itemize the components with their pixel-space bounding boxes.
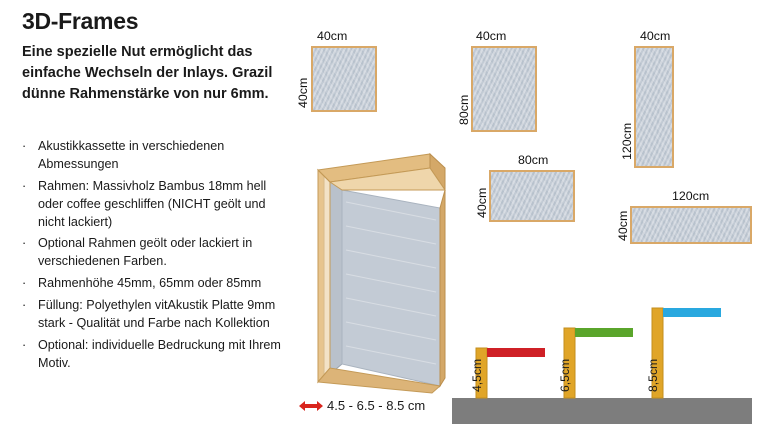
bullet-marker-icon: · [22, 298, 27, 312]
panel-120x40 [630, 206, 752, 244]
panel-80x40 [489, 170, 575, 222]
list-item-label: Rahmen: Massivholz Bambus 18mm hell oder coffee geschliffen (NICHT geölt und nicht lackiert) [38, 178, 267, 229]
list-item [22, 275, 284, 293]
list-item [22, 297, 284, 333]
list-item-label: Rahmenhöhe 45mm, 65mm oder 85mm [38, 276, 262, 291]
profile-label-65: 6,5cm [558, 358, 572, 392]
bullet-marker-icon: · [22, 276, 27, 291]
list-item [22, 138, 284, 174]
panel-40x80 [471, 46, 537, 132]
list-item [22, 337, 284, 373]
double-arrow-icon [298, 398, 324, 414]
panel-40x40 [311, 46, 377, 112]
panel-120x40-width-label: 120cm [672, 189, 710, 203]
thickness-caption: 4.5 - 6.5 - 8.5 cm [327, 398, 426, 413]
panel-40x120-width-label: 40cm [640, 29, 671, 43]
profile-label-45: 4,5cm [470, 358, 484, 392]
frame-3d-illustration [300, 150, 450, 395]
page-title: 3D-Frames [22, 8, 139, 34]
bullet-marker-icon: · [22, 139, 27, 153]
panel-40x40-height-label: 40cm [296, 77, 310, 108]
panel-120x40-height-label: 40cm [616, 210, 630, 241]
list-item-label: Optional Rahmen geölt oder lackiert in verschiedenen Farben. [38, 236, 253, 269]
intro-paragraph: Eine spezielle Nut ermöglicht das einfache Wechseln der Inlays. Grazil dünne Rahmenstärke von nur 6mm. [22, 44, 273, 103]
bullet-marker-icon: · [22, 337, 27, 352]
bullet-marker-icon: · [22, 178, 27, 193]
panel-80x40-height-label: 40cm [475, 187, 489, 218]
panel-40x120 [634, 46, 674, 168]
list-item-label: Akustikkassette in verschiedenen Abmessungen [38, 139, 225, 171]
list-item-label: Füllung: Polyethylen vitAkustik Platte 9mm stark - Qualität und Farbe nach Kollektion [38, 298, 276, 330]
feature-list [22, 138, 284, 377]
panel-40x80-height-label: 80cm [457, 94, 471, 125]
bullet-marker-icon: · [22, 236, 27, 251]
profile-label-85: 8,5cm [646, 358, 660, 392]
panel-40x40-width-label: 40cm [317, 29, 348, 43]
panel-80x40-width-label: 80cm [518, 153, 549, 167]
panel-40x120-height-label: 120cm [620, 122, 634, 160]
profile-height-diagram [452, 300, 752, 430]
panel-40x80-width-label: 40cm [476, 29, 507, 43]
list-item [22, 178, 284, 232]
list-item-label: Optional: individuelle Bedruckung mit Ihrem Motiv. [38, 337, 281, 370]
list-item [22, 235, 284, 271]
